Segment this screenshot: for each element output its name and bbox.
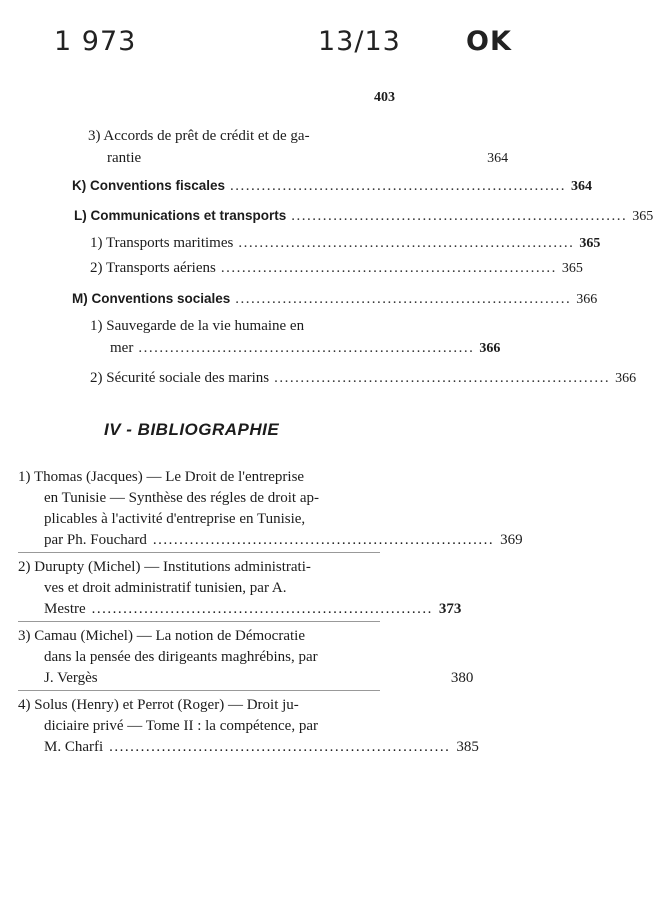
entry-text: 1) Thomas (Jacques) — Le Droit de l'entreprise: [18, 469, 305, 485]
toc-page: 364: [571, 179, 593, 194]
page-number: 403: [374, 90, 395, 105]
leader-dots: ................................................................: [274, 370, 611, 386]
toc-item-label: 2) Sécurité sociale des marins: [90, 370, 270, 386]
entry-text: par Ph. Fouchard: [44, 532, 147, 548]
toc-page: 366: [576, 292, 598, 307]
entry-line: [18, 467, 378, 488]
toc-item-l-1: [90, 233, 601, 254]
entry-text: J. Vergès: [44, 670, 98, 686]
toc-item-label: mer: [110, 340, 134, 356]
entry-divider: [18, 552, 380, 553]
toc-section-l: [74, 206, 653, 227]
entry-text: M. Charfi: [44, 739, 104, 755]
toc-page: 365: [561, 261, 583, 276]
entry-text: Mestre: [44, 601, 86, 617]
toc-item-l-2: [90, 258, 583, 279]
toc-section-label: M) Conventions sociales: [72, 291, 231, 306]
leader-dots: ................................................................: [138, 340, 475, 356]
bibliography-entry-1: [18, 467, 523, 551]
handwritten-annotation-left: 1 973: [54, 26, 137, 57]
toc-page: 366: [479, 341, 501, 356]
entry-line: [18, 488, 378, 509]
entry-text: 2) Durupty (Michel) — Institutions administrati-: [18, 559, 311, 575]
toc-item-m-1: [110, 338, 501, 359]
entry-line: [18, 668, 474, 689]
entry-line: [18, 557, 378, 578]
toc-page: 365: [579, 236, 601, 251]
entry-divider: [18, 690, 380, 691]
leader-dots: ................................................................: [291, 208, 628, 224]
bibliography-entry-2: [18, 557, 462, 620]
toc-item-m-2: [90, 368, 637, 389]
entry-text: diciaire privé — Tome II : la compétence, par: [44, 718, 318, 734]
toc-item-label: 2) Transports aériens: [90, 260, 216, 276]
entry-line: [18, 578, 378, 599]
toc-item-3-line1: 3) Accords de prêt de crédit et de ga-: [88, 128, 310, 144]
entry-line: [18, 716, 378, 737]
entry-text: ves et droit administratif tunisien, par A.: [44, 580, 287, 596]
entry-line: [18, 695, 378, 716]
leader-dots: .................................................................: [109, 739, 451, 755]
leader-dots: ................................................................: [230, 178, 567, 194]
entry-line: [18, 626, 378, 647]
entry-page: 380: [450, 670, 474, 686]
toc-page: 365: [632, 209, 653, 224]
toc-item-3: [107, 148, 509, 169]
handwritten-annotation-right: OK: [466, 26, 512, 57]
leader-dots: .................................................................: [152, 532, 495, 548]
leader-dots: ................................................................: [235, 291, 572, 307]
entry-text: 4) Solus (Henry) et Perrot (Roger) — Droit ju-: [18, 697, 299, 713]
entry-line: [18, 737, 479, 758]
entry-text: plicables à l'activité d'entreprise en Tunisie,: [44, 511, 306, 527]
leader-dots: ................................................................: [238, 235, 575, 251]
handwritten-annotation-middle: 13/13: [318, 26, 401, 57]
entry-page: 369: [500, 532, 523, 548]
toc-section-k: [72, 176, 593, 197]
entry-text: dans la pensée des dirigeants maghrébins, par: [44, 649, 318, 665]
entry-line: [18, 530, 523, 551]
leader-dots: .................................................................: [91, 601, 433, 617]
bibliography-heading: IV - BIBLIOGRAPHIE: [104, 420, 280, 439]
toc-page: 364: [487, 151, 509, 166]
entry-page: 385: [456, 739, 479, 755]
toc-item-label: rantie: [107, 150, 142, 166]
leader-dots: ................................................................: [220, 260, 557, 276]
toc-section-label: K) Conventions fiscales: [72, 178, 226, 193]
entry-line: [18, 647, 378, 668]
toc-section-m: [72, 289, 598, 310]
bibliography-entry-3: [18, 626, 474, 689]
toc-item-label: 1) Transports maritimes: [90, 235, 234, 251]
toc-page: 366: [615, 371, 637, 386]
toc-item-m-1-line1: 1) Sauvegarde de la vie humaine en: [90, 318, 305, 334]
bibliography-entry-4: [18, 695, 479, 758]
entry-page: 373: [438, 601, 462, 617]
entry-line: [18, 599, 462, 620]
toc-section-label: L) Communications et transports: [74, 208, 287, 223]
entry-text: 3) Camau (Michel) — La notion de Démocratie: [18, 628, 305, 644]
entry-text: en Tunisie — Synthèse des régles de droit ap-: [44, 490, 319, 506]
entry-divider: [18, 621, 380, 622]
entry-line: [18, 509, 378, 530]
